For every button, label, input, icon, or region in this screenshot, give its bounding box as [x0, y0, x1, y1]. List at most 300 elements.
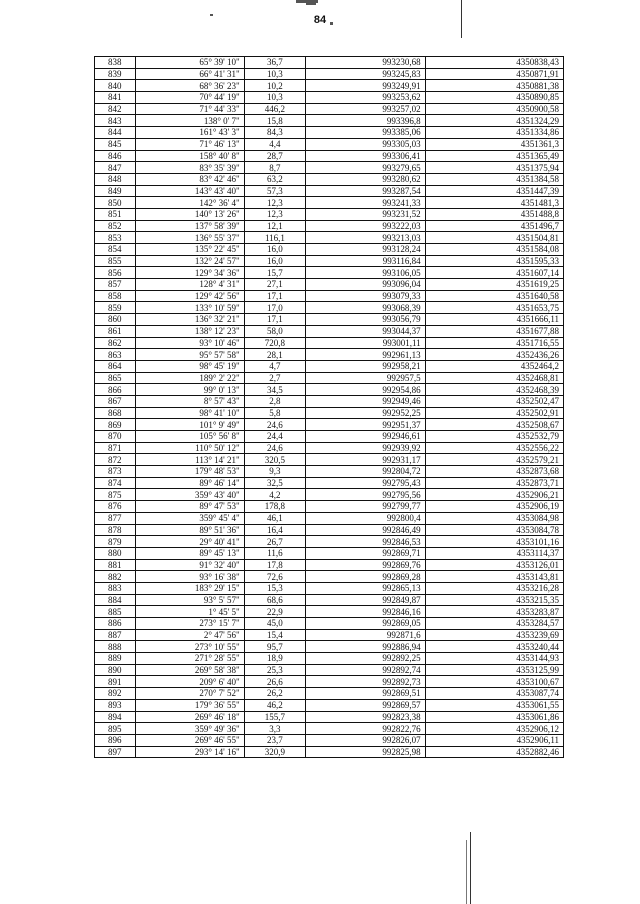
x-coordinate-cell: 992846,49	[306, 524, 426, 536]
point-number-cell: 840	[95, 80, 136, 92]
y-coordinate-cell: 4352906,21	[425, 489, 563, 501]
point-number-cell: 893	[95, 699, 136, 711]
table-row	[95, 127, 564, 139]
table-row	[95, 290, 564, 302]
length-cell: 4,2	[244, 489, 305, 501]
point-number-cell: 869	[95, 419, 136, 431]
length-cell: 15,4	[244, 629, 305, 641]
length-cell: 95,7	[244, 641, 305, 653]
x-coordinate-cell: 992849,87	[306, 594, 426, 606]
length-cell: 2,8	[244, 395, 305, 407]
point-number-cell: 879	[95, 536, 136, 548]
table-row	[95, 466, 564, 478]
y-coordinate-cell: 4351653,75	[425, 302, 563, 314]
length-cell: 45,0	[244, 618, 305, 630]
length-cell: 116,1	[244, 232, 305, 244]
angle-cell: 68° 36' 23"	[135, 80, 244, 92]
y-coordinate-cell: 4353100,67	[425, 676, 563, 688]
length-cell: 26,7	[244, 536, 305, 548]
point-number-cell: 883	[95, 582, 136, 594]
point-number-cell: 852	[95, 220, 136, 232]
x-coordinate-cell: 993106,05	[306, 267, 426, 279]
angle-cell: 98° 41' 10"	[135, 407, 244, 419]
x-coordinate-cell: 992869,71	[306, 547, 426, 559]
angle-cell: 89° 45' 13"	[135, 547, 244, 559]
length-cell: 178,8	[244, 501, 305, 513]
length-cell: 10,3	[244, 68, 305, 80]
length-cell: 16,0	[244, 255, 305, 267]
x-coordinate-cell: 992939,92	[306, 442, 426, 454]
point-number-cell: 854	[95, 244, 136, 256]
point-number-cell: 888	[95, 641, 136, 653]
length-cell: 32,5	[244, 477, 305, 489]
y-coordinate-cell: 4350838,43	[425, 57, 563, 69]
angle-cell: 89° 46' 14"	[135, 477, 244, 489]
angle-cell: 89° 51' 36"	[135, 524, 244, 536]
angle-cell: 8° 57' 43"	[135, 395, 244, 407]
angle-cell: 359° 43' 40"	[135, 489, 244, 501]
length-cell: 720,8	[244, 337, 305, 349]
point-number-cell: 847	[95, 162, 136, 174]
x-coordinate-cell: 993231,52	[306, 208, 426, 220]
y-coordinate-cell: 4353216,28	[425, 582, 563, 594]
point-number-cell: 851	[95, 208, 136, 220]
table-row	[95, 688, 564, 700]
table-row	[95, 524, 564, 536]
y-coordinate-cell: 4352906,19	[425, 501, 563, 513]
angle-cell: 71° 46' 13"	[135, 138, 244, 150]
length-cell: 8,7	[244, 162, 305, 174]
x-coordinate-cell: 992795,43	[306, 477, 426, 489]
length-cell: 24,6	[244, 442, 305, 454]
table-row	[95, 664, 564, 676]
x-coordinate-cell: 993245,83	[306, 68, 426, 80]
y-coordinate-cell: 4352906,11	[425, 734, 563, 746]
point-number-cell: 894	[95, 711, 136, 723]
length-cell: 46,1	[244, 512, 305, 524]
y-coordinate-cell: 4352502,91	[425, 407, 563, 419]
table-row	[95, 676, 564, 688]
angle-cell: 129° 34' 36"	[135, 267, 244, 279]
length-cell: 10,2	[244, 80, 305, 92]
point-number-cell: 884	[95, 594, 136, 606]
x-coordinate-cell: 993385,06	[306, 127, 426, 139]
table-row	[95, 162, 564, 174]
point-number-cell: 892	[95, 688, 136, 700]
length-cell: 3,3	[244, 723, 305, 735]
x-coordinate-cell: 992823,38	[306, 711, 426, 723]
length-cell: 320,9	[244, 746, 305, 758]
length-cell: 11,6	[244, 547, 305, 559]
y-coordinate-cell: 4351361,3	[425, 138, 563, 150]
length-cell: 4,7	[244, 360, 305, 372]
x-coordinate-cell: 993253,62	[306, 92, 426, 104]
x-coordinate-cell: 992865,13	[306, 582, 426, 594]
point-number-cell: 845	[95, 138, 136, 150]
point-number-cell: 868	[95, 407, 136, 419]
point-number-cell: 844	[95, 127, 136, 139]
y-coordinate-cell: 4353239,69	[425, 629, 563, 641]
length-cell: 320,5	[244, 454, 305, 466]
x-coordinate-cell: 992846,53	[306, 536, 426, 548]
x-coordinate-cell: 992871,6	[306, 629, 426, 641]
point-number-cell: 897	[95, 746, 136, 758]
x-coordinate-cell: 993287,54	[306, 185, 426, 197]
table-row	[95, 372, 564, 384]
point-number-cell: 838	[95, 57, 136, 69]
angle-cell: 136° 32' 21"	[135, 314, 244, 326]
angle-cell: 65° 39' 10"	[135, 57, 244, 69]
length-cell: 12,3	[244, 197, 305, 209]
table-row	[95, 197, 564, 209]
length-cell: 28,7	[244, 150, 305, 162]
x-coordinate-cell: 993068,39	[306, 302, 426, 314]
x-coordinate-cell: 992846,16	[306, 606, 426, 618]
angle-cell: 179° 48' 53"	[135, 466, 244, 478]
y-coordinate-cell: 4351488,8	[425, 208, 563, 220]
length-cell: 84,3	[244, 127, 305, 139]
table-row	[95, 594, 564, 606]
scan-speck	[306, 3, 316, 5]
table-row	[95, 173, 564, 185]
x-coordinate-cell: 993230,68	[306, 57, 426, 69]
x-coordinate-cell: 992961,13	[306, 349, 426, 361]
y-coordinate-cell: 4352468,39	[425, 384, 563, 396]
length-cell: 15,8	[244, 115, 305, 127]
angle-cell: 110° 50' 12"	[135, 442, 244, 454]
length-cell: 68,6	[244, 594, 305, 606]
table-row	[95, 489, 564, 501]
scan-line-bottom	[470, 832, 471, 904]
angle-cell: 209° 6' 40"	[135, 676, 244, 688]
point-number-cell: 885	[95, 606, 136, 618]
table-row	[95, 559, 564, 571]
table-row	[95, 325, 564, 337]
x-coordinate-cell: 992886,94	[306, 641, 426, 653]
point-number-cell: 872	[95, 454, 136, 466]
point-number-cell: 878	[95, 524, 136, 536]
length-cell: 15,3	[244, 582, 305, 594]
table-row	[95, 547, 564, 559]
point-number-cell: 867	[95, 395, 136, 407]
y-coordinate-cell: 4351619,25	[425, 279, 563, 291]
angle-cell: 140° 13' 26"	[135, 208, 244, 220]
table-row	[95, 314, 564, 326]
point-number-cell: 862	[95, 337, 136, 349]
length-cell: 63,2	[244, 173, 305, 185]
angle-cell: 101° 9' 49"	[135, 419, 244, 431]
length-cell: 23,7	[244, 734, 305, 746]
y-coordinate-cell: 4352873,68	[425, 466, 563, 478]
y-coordinate-cell: 4353284,57	[425, 618, 563, 630]
y-coordinate-cell: 4351607,14	[425, 267, 563, 279]
angle-cell: 95° 57' 58"	[135, 349, 244, 361]
angle-cell: 142° 36' 4"	[135, 197, 244, 209]
angle-cell: 269° 58' 38"	[135, 664, 244, 676]
coordinate-table	[94, 56, 564, 758]
table-row	[95, 571, 564, 583]
length-cell: 58,0	[244, 325, 305, 337]
point-number-cell: 848	[95, 173, 136, 185]
length-cell: 24,4	[244, 431, 305, 443]
length-cell: 5,8	[244, 407, 305, 419]
table-row	[95, 349, 564, 361]
x-coordinate-cell: 993396,8	[306, 115, 426, 127]
y-coordinate-cell: 4350890,85	[425, 92, 563, 104]
x-coordinate-cell: 992799,77	[306, 501, 426, 513]
length-cell: 25,3	[244, 664, 305, 676]
table-row	[95, 115, 564, 127]
point-number-cell: 877	[95, 512, 136, 524]
angle-cell: 359° 45' 4"	[135, 512, 244, 524]
x-coordinate-cell: 993079,33	[306, 290, 426, 302]
point-number-cell: 891	[95, 676, 136, 688]
angle-cell: 83° 42' 46"	[135, 173, 244, 185]
y-coordinate-cell: 4353283,87	[425, 606, 563, 618]
table-row	[95, 185, 564, 197]
coordinate-table-body	[95, 57, 564, 758]
x-coordinate-cell: 993279,65	[306, 162, 426, 174]
point-number-cell: 861	[95, 325, 136, 337]
point-number-cell: 858	[95, 290, 136, 302]
angle-cell: 183° 29' 15"	[135, 582, 244, 594]
point-number-cell: 865	[95, 372, 136, 384]
y-coordinate-cell: 4353087,74	[425, 688, 563, 700]
y-coordinate-cell: 4351504,81	[425, 232, 563, 244]
y-coordinate-cell: 4353215,35	[425, 594, 563, 606]
table-row	[95, 57, 564, 69]
angle-cell: 273° 15' 7"	[135, 618, 244, 630]
table-row	[95, 267, 564, 279]
angle-cell: 129° 42' 56"	[135, 290, 244, 302]
point-number-cell: 882	[95, 571, 136, 583]
length-cell: 34,5	[244, 384, 305, 396]
table-row	[95, 582, 564, 594]
length-cell: 16,4	[244, 524, 305, 536]
y-coordinate-cell: 4352532,79	[425, 431, 563, 443]
point-number-cell: 886	[95, 618, 136, 630]
length-cell: 22,9	[244, 606, 305, 618]
point-number-cell: 881	[95, 559, 136, 571]
y-coordinate-cell: 4353084,78	[425, 524, 563, 536]
x-coordinate-cell: 993257,02	[306, 103, 426, 115]
point-number-cell: 839	[95, 68, 136, 80]
table-row	[95, 746, 564, 758]
x-coordinate-cell: 992869,28	[306, 571, 426, 583]
point-number-cell: 841	[95, 92, 136, 104]
angle-cell: 133° 10' 59"	[135, 302, 244, 314]
y-coordinate-cell: 4351595,33	[425, 255, 563, 267]
y-coordinate-cell: 4352502,47	[425, 395, 563, 407]
x-coordinate-cell: 993116,84	[306, 255, 426, 267]
angle-cell: 89° 47' 53"	[135, 501, 244, 513]
point-number-cell: 890	[95, 664, 136, 676]
point-number-cell: 889	[95, 653, 136, 665]
length-cell: 26,6	[244, 676, 305, 688]
length-cell: 16,0	[244, 244, 305, 256]
point-number-cell: 853	[95, 232, 136, 244]
x-coordinate-cell: 993241,33	[306, 197, 426, 209]
angle-cell: 98° 45' 19"	[135, 360, 244, 372]
angle-cell: 293° 14' 16"	[135, 746, 244, 758]
angle-cell: 136° 55' 37"	[135, 232, 244, 244]
x-coordinate-cell: 993249,91	[306, 80, 426, 92]
table-row	[95, 653, 564, 665]
table-row	[95, 80, 564, 92]
y-coordinate-cell: 4353143,81	[425, 571, 563, 583]
angle-cell: 1° 45' 5"	[135, 606, 244, 618]
angle-cell: 105° 56' 8"	[135, 431, 244, 443]
table-row	[95, 606, 564, 618]
length-cell: 72,6	[244, 571, 305, 583]
angle-cell: 138° 12' 23"	[135, 325, 244, 337]
point-number-cell: 874	[95, 477, 136, 489]
x-coordinate-cell: 993001,11	[306, 337, 426, 349]
x-coordinate-cell: 992795,56	[306, 489, 426, 501]
angle-cell: 93° 5' 57"	[135, 594, 244, 606]
table-row	[95, 618, 564, 630]
point-number-cell: 843	[95, 115, 136, 127]
x-coordinate-cell: 992822,76	[306, 723, 426, 735]
y-coordinate-cell: 4353114,37	[425, 547, 563, 559]
x-coordinate-cell: 992869,05	[306, 618, 426, 630]
x-coordinate-cell: 992951,37	[306, 419, 426, 431]
length-cell: 18,9	[244, 653, 305, 665]
x-coordinate-cell: 992892,25	[306, 653, 426, 665]
table-row	[95, 208, 564, 220]
point-number-cell: 850	[95, 197, 136, 209]
y-coordinate-cell: 4353084,98	[425, 512, 563, 524]
x-coordinate-cell: 992892,73	[306, 676, 426, 688]
angle-cell: 269° 46' 18"	[135, 711, 244, 723]
y-coordinate-cell: 4353144,93	[425, 653, 563, 665]
table-row	[95, 255, 564, 267]
table-row	[95, 442, 564, 454]
length-cell: 46,2	[244, 699, 305, 711]
point-number-cell: 856	[95, 267, 136, 279]
x-coordinate-cell: 992949,46	[306, 395, 426, 407]
point-number-cell: 866	[95, 384, 136, 396]
angle-cell: 179° 36' 55"	[135, 699, 244, 711]
table-row	[95, 279, 564, 291]
angle-cell: 135° 22' 45"	[135, 244, 244, 256]
x-coordinate-cell: 992957,5	[306, 372, 426, 384]
table-row	[95, 711, 564, 723]
y-coordinate-cell: 4351365,49	[425, 150, 563, 162]
x-coordinate-cell: 993280,62	[306, 173, 426, 185]
table-row	[95, 629, 564, 641]
table-row	[95, 536, 564, 548]
x-coordinate-cell: 992892,74	[306, 664, 426, 676]
angle-cell: 71° 44' 33"	[135, 103, 244, 115]
y-coordinate-cell: 4351584,08	[425, 244, 563, 256]
table-row	[95, 419, 564, 431]
angle-cell: 189° 2' 22"	[135, 372, 244, 384]
length-cell: 17,1	[244, 314, 305, 326]
x-coordinate-cell: 992954,86	[306, 384, 426, 396]
angle-cell: 99° 0' 13"	[135, 384, 244, 396]
y-coordinate-cell: 4351481,3	[425, 197, 563, 209]
table-row	[95, 512, 564, 524]
angle-cell: 29° 40' 41"	[135, 536, 244, 548]
angle-cell: 93° 10' 46"	[135, 337, 244, 349]
y-coordinate-cell: 4351640,58	[425, 290, 563, 302]
y-coordinate-cell: 4352882,46	[425, 746, 563, 758]
angle-cell: 83° 35' 39"	[135, 162, 244, 174]
point-number-cell: 863	[95, 349, 136, 361]
angle-cell: 138° 0' 7"	[135, 115, 244, 127]
length-cell: 28,1	[244, 349, 305, 361]
x-coordinate-cell: 993044,37	[306, 325, 426, 337]
length-cell: 36,7	[244, 57, 305, 69]
length-cell: 10,3	[244, 92, 305, 104]
y-coordinate-cell: 4350881,38	[425, 80, 563, 92]
angle-cell: 273° 10' 55"	[135, 641, 244, 653]
angle-cell: 271° 28' 55"	[135, 653, 244, 665]
table-row	[95, 220, 564, 232]
point-number-cell: 880	[95, 547, 136, 559]
x-coordinate-cell: 992825,98	[306, 746, 426, 758]
point-number-cell: 875	[95, 489, 136, 501]
length-cell: 12,1	[244, 220, 305, 232]
x-coordinate-cell: 993128,24	[306, 244, 426, 256]
table-row	[95, 454, 564, 466]
angle-cell: 359° 49' 36"	[135, 723, 244, 735]
y-coordinate-cell: 4351447,39	[425, 185, 563, 197]
table-row	[95, 384, 564, 396]
y-coordinate-cell: 4353240,44	[425, 641, 563, 653]
point-number-cell: 870	[95, 431, 136, 443]
y-coordinate-cell: 4352468,81	[425, 372, 563, 384]
x-coordinate-cell: 992800,4	[306, 512, 426, 524]
angle-cell: 143° 43' 40"	[135, 185, 244, 197]
x-coordinate-cell: 992869,76	[306, 559, 426, 571]
x-coordinate-cell: 992869,57	[306, 699, 426, 711]
length-cell: 26,2	[244, 688, 305, 700]
table-row	[95, 232, 564, 244]
y-coordinate-cell: 4351384,58	[425, 173, 563, 185]
y-coordinate-cell: 4353101,16	[425, 536, 563, 548]
angle-cell: 93° 16' 38"	[135, 571, 244, 583]
y-coordinate-cell: 4353061,86	[425, 711, 563, 723]
y-coordinate-cell: 4352873,71	[425, 477, 563, 489]
scan-line-bottom-left	[466, 840, 467, 904]
point-number-cell: 873	[95, 466, 136, 478]
x-coordinate-cell: 993056,79	[306, 314, 426, 326]
x-coordinate-cell: 992931,17	[306, 454, 426, 466]
length-cell: 2,7	[244, 372, 305, 384]
point-number-cell: 896	[95, 734, 136, 746]
angle-cell: 91° 32' 40"	[135, 559, 244, 571]
point-number-cell: 864	[95, 360, 136, 372]
x-coordinate-cell: 993222,03	[306, 220, 426, 232]
length-cell: 15,7	[244, 267, 305, 279]
length-cell: 17,0	[244, 302, 305, 314]
x-coordinate-cell: 992826,07	[306, 734, 426, 746]
angle-cell: 66° 41' 31"	[135, 68, 244, 80]
y-coordinate-cell: 4353061,55	[425, 699, 563, 711]
table-row	[95, 103, 564, 115]
angle-cell: 113° 14' 21"	[135, 454, 244, 466]
y-coordinate-cell: 4352906,12	[425, 723, 563, 735]
table-row	[95, 431, 564, 443]
x-coordinate-cell: 993306,41	[306, 150, 426, 162]
y-coordinate-cell: 4351666,11	[425, 314, 563, 326]
table-row	[95, 699, 564, 711]
point-number-cell: 895	[95, 723, 136, 735]
angle-cell: 70° 44' 19"	[135, 92, 244, 104]
y-coordinate-cell: 4352464,2	[425, 360, 563, 372]
